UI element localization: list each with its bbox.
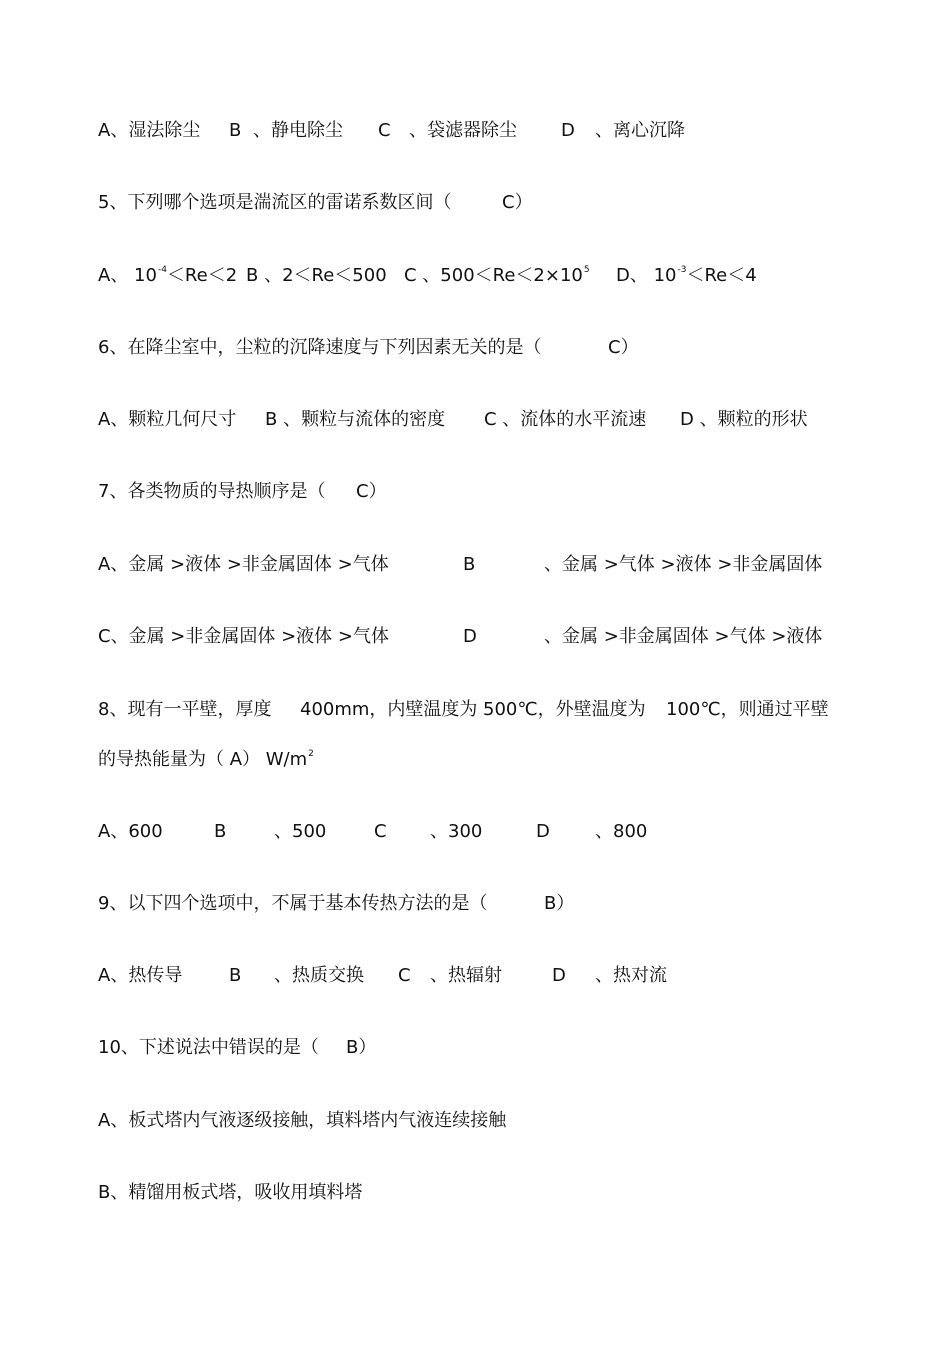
option-b-text: 、热质交换 — [274, 965, 364, 986]
option-d-text: 、金属 >非金属固体 >气体 >液体 — [544, 626, 823, 647]
option-c-letter: C — [398, 965, 411, 986]
option-d: D 、颗粒的形状 — [680, 409, 808, 430]
option-d-letter: D — [536, 821, 550, 842]
question-text-part: 8、现有一平壁，厚度 — [98, 699, 272, 720]
question-text-part: 500℃，外壁温度为 — [483, 699, 646, 720]
option-c-letter: C — [374, 821, 387, 842]
option-c-text: 、300 — [430, 821, 483, 842]
answer: B） — [346, 1037, 377, 1058]
option-d-text: 、热对流 — [595, 965, 667, 986]
question-text-part: 400mm，内壁温度为 — [300, 699, 478, 720]
exponent: 2 — [308, 749, 314, 759]
option-c: C 、流体的水平流速 — [484, 409, 647, 430]
question-text-part: 100℃，则通过平壁 — [666, 699, 829, 720]
option-c-text: 、袋滤器除尘 — [409, 120, 517, 141]
option-a: A、 $10^{-4}<Re<2$ — [98, 265, 238, 286]
answer: C） — [502, 192, 533, 213]
question-text: 9、以下四个选项中，不属于基本传热方法的是（ — [98, 893, 488, 914]
option-a: A、湿法除尘 — [98, 120, 201, 141]
option-b: B、精馏用板式塔，吸收用填料塔 — [98, 1182, 363, 1203]
answer: C） — [356, 481, 387, 502]
option-c: C、金属 >非金属固体 >液体 >气体 — [98, 626, 389, 647]
answer: C） — [608, 337, 639, 358]
option-d: D、 $10^{-3}<Re<4$ — [616, 265, 757, 286]
question-text: 6、在降尘室中，尘粒的沉降速度与下列因素无关的是（ — [98, 337, 542, 358]
option-b-letter: B — [229, 120, 242, 141]
option-a: A、板式塔内气液逐级接触，填料塔内气液连续接触 — [98, 1110, 507, 1131]
exponent: -4 — [157, 265, 167, 275]
option-b: B 、2＜Re＜500 — [246, 265, 387, 286]
option-b-letter: B — [229, 965, 242, 986]
option-d-letter: D — [561, 120, 575, 141]
option-b-text: 、静电除尘 — [253, 120, 343, 141]
option-a: A、热传导 — [98, 965, 183, 986]
option-a: A、600 — [98, 821, 163, 842]
option-b-text: 、金属 >气体 >液体 >非金属固体 — [544, 554, 823, 575]
option-a: A、颗粒几何尺寸 — [98, 409, 237, 430]
option-b-letter: B — [214, 821, 227, 842]
option-c-letter: C — [378, 120, 391, 141]
option-b-text: 、500 — [274, 821, 327, 842]
option-d-letter: D — [552, 965, 566, 986]
option-b: B 、颗粒与流体的密度 — [265, 409, 446, 430]
answer: B） — [544, 893, 575, 914]
exponent: -3 — [677, 265, 687, 275]
option-d-text: 、离心沉降 — [595, 120, 685, 141]
question-text: 的导热能量为（ A） $W/m^2$ — [98, 749, 314, 770]
question-text: 10、下述说法中错误的是（ — [98, 1037, 319, 1058]
option-a: A、金属 >液体 >非金属固体 >气体 — [98, 554, 389, 575]
option-c: C 、$500<Re<2\times 10^5$ — [404, 265, 590, 286]
question-text: 5、下列哪个选项是湍流区的雷诺系数区间（ — [98, 192, 452, 213]
option-d-text: 、800 — [595, 821, 648, 842]
option-c-text: 、热辐射 — [430, 965, 502, 986]
exponent: 5 — [583, 265, 590, 275]
option-b-letter: B — [463, 554, 476, 575]
question-text: 7、各类物质的导热顺序是（ — [98, 481, 326, 502]
option-d-letter: D — [463, 626, 477, 647]
